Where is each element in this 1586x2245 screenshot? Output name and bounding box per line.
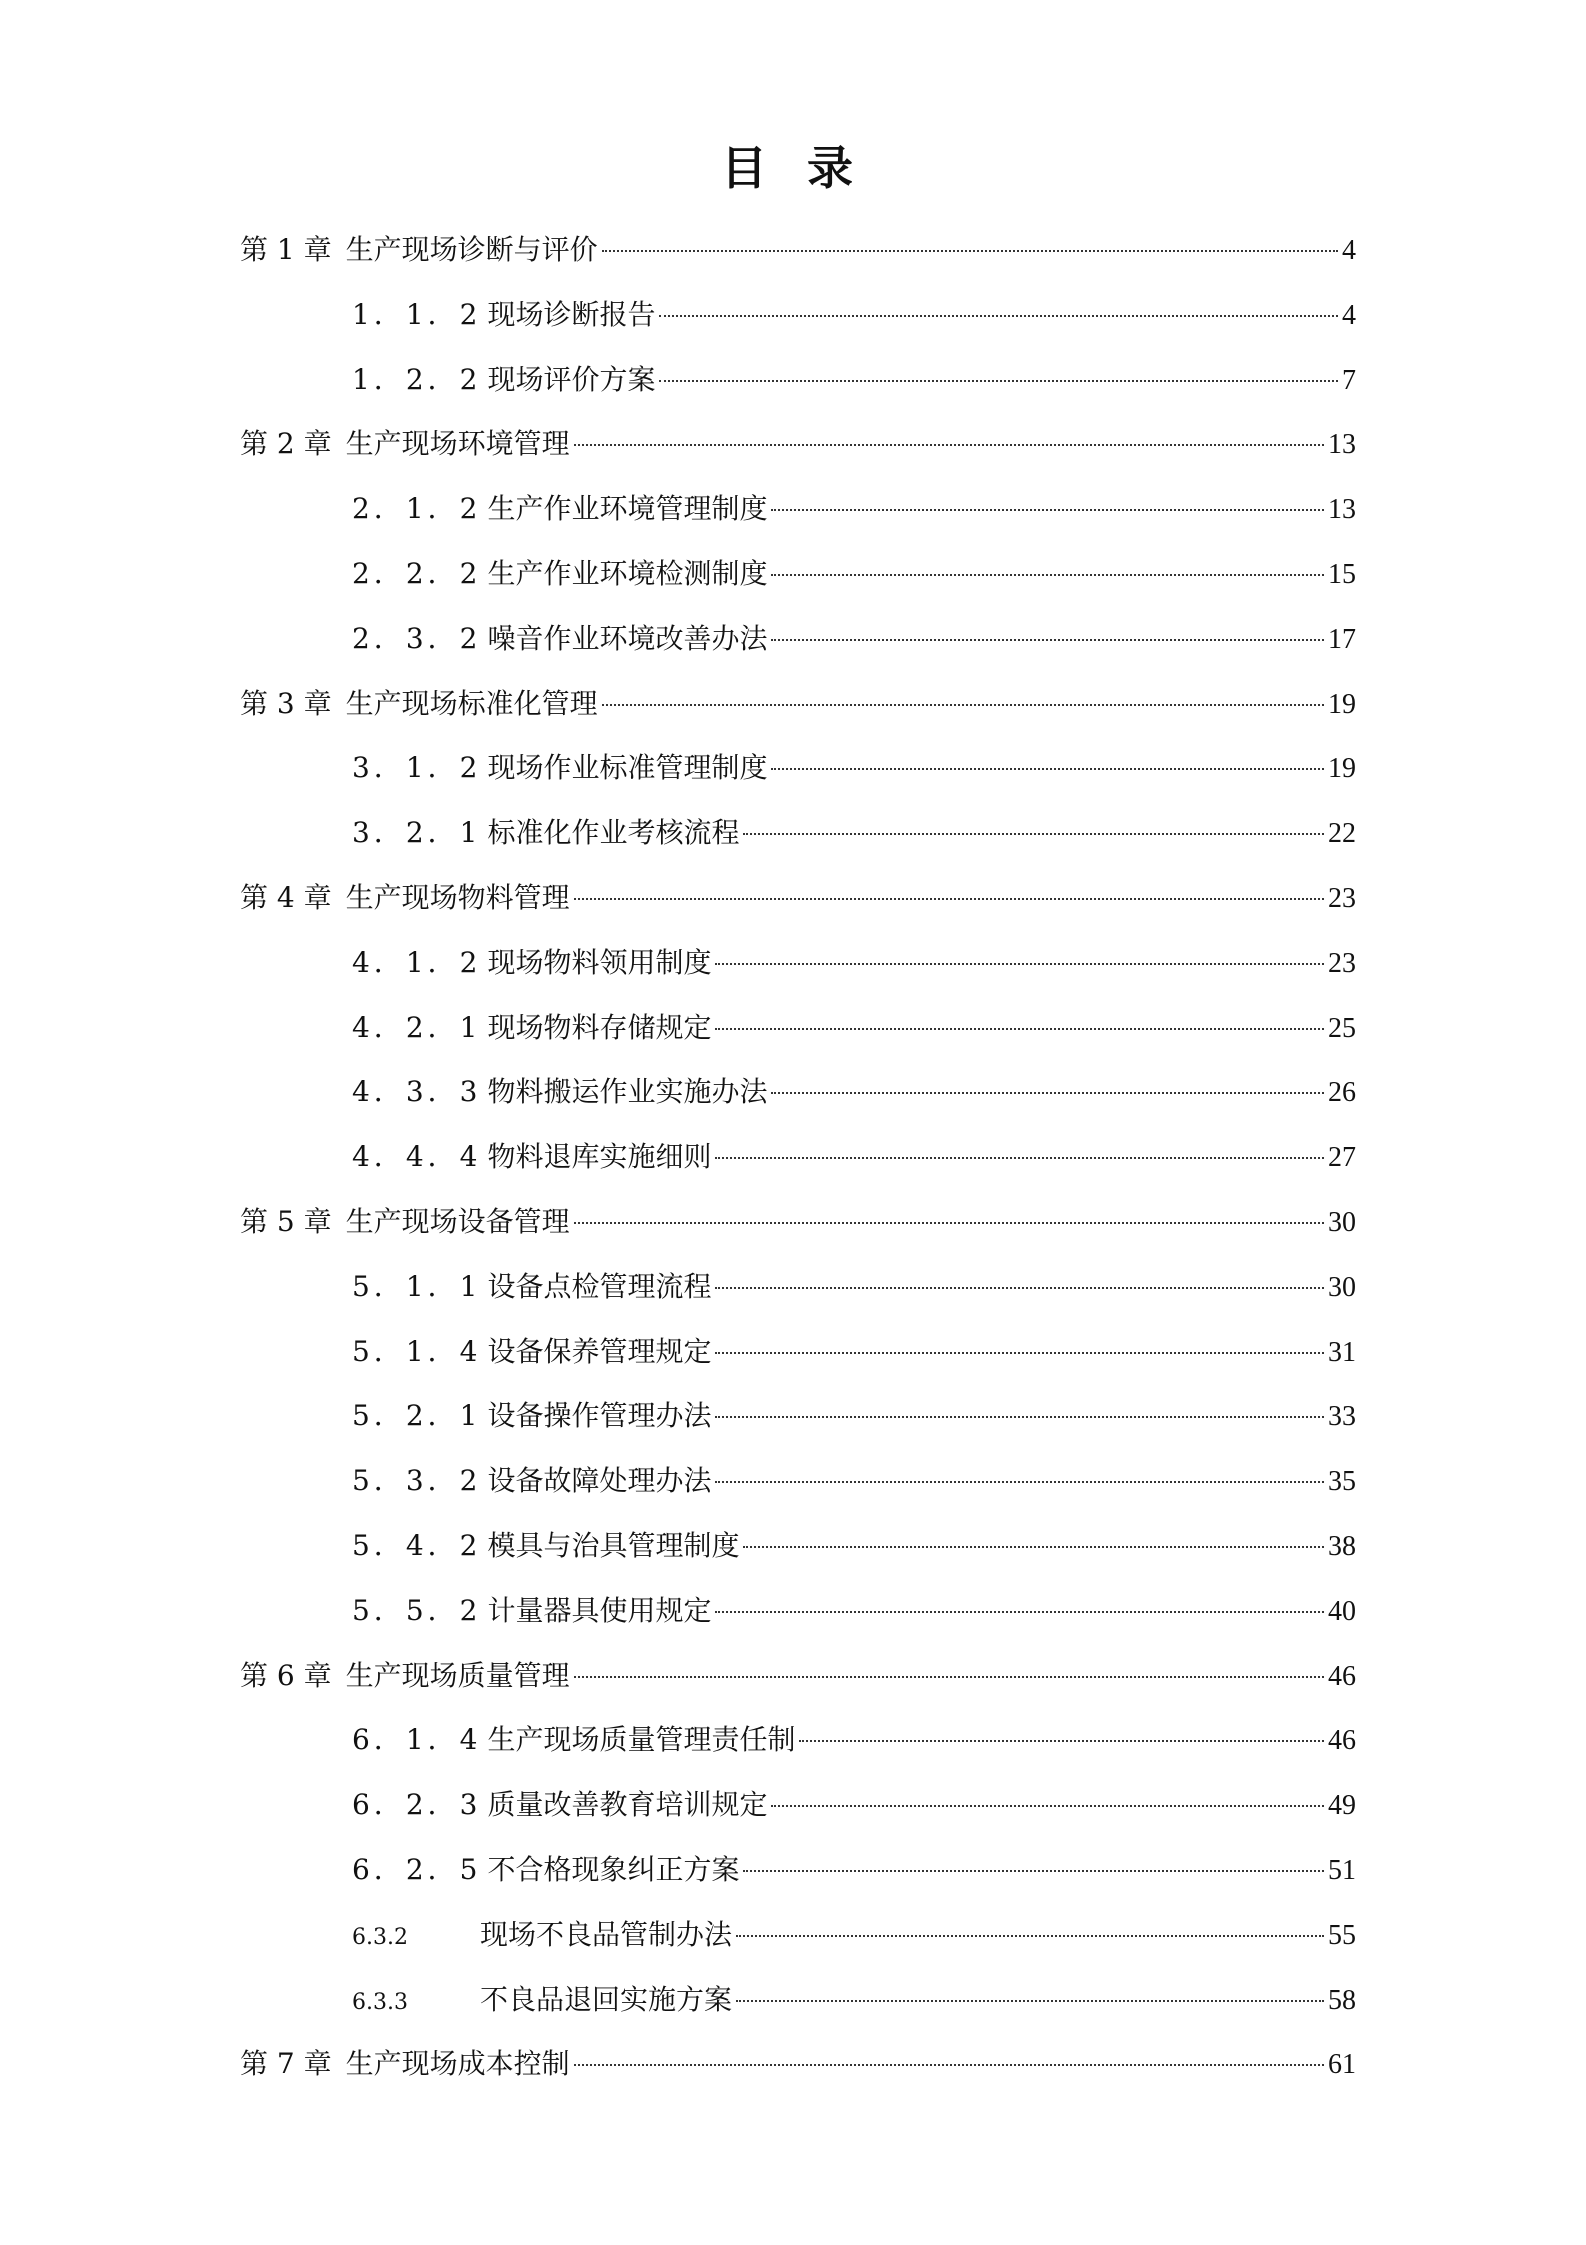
entry-title: 生产现场标准化管理 [345, 686, 598, 720]
dot-leader [715, 1352, 1324, 1354]
entry-number: 5．2．1 [352, 1399, 482, 1433]
dot-leader [771, 768, 1324, 770]
toc-section-entry[interactable] [240, 1320, 1356, 1385]
entry-page-number: 4 [1342, 235, 1356, 266]
entry-page-number: 25 [1328, 1012, 1356, 1044]
entry-page-number: 46 [1328, 1660, 1356, 1692]
dot-leader [715, 1481, 1324, 1483]
entry-number: 第 2 章 [240, 427, 332, 461]
toc-section-entry[interactable] [240, 542, 1356, 607]
dot-leader [715, 1416, 1324, 1418]
dot-leader [715, 963, 1324, 965]
dot-leader [771, 1092, 1324, 1094]
entry-number: 6．1．4 [352, 1723, 482, 1757]
toc-section-entry[interactable] [240, 1514, 1356, 1579]
entry-title: 模具与治具管理制度 [487, 1528, 740, 1562]
entry-page-number: 49 [1328, 1790, 1356, 1822]
entry-title: 噪音作业环境改善办法 [487, 621, 768, 655]
dot-leader [771, 639, 1324, 641]
entry-number: 6.3.2 [352, 1924, 408, 1950]
toc-section-entry[interactable] [240, 1838, 1356, 1903]
dot-leader [574, 2064, 1324, 2066]
dot-leader [771, 509, 1324, 511]
entry-title: 不良品退回实施方案 [480, 1982, 733, 2016]
entry-page-number: 55 [1328, 1919, 1356, 1951]
dot-leader [602, 250, 1338, 252]
dot-leader [715, 1028, 1324, 1030]
entry-page-number: 30 [1328, 1271, 1356, 1303]
dot-leader [736, 1935, 1324, 1937]
toc-chapter-entry[interactable] [240, 412, 1356, 477]
dot-leader [771, 1805, 1324, 1807]
dot-leader [574, 1222, 1324, 1224]
toc-section-entry[interactable] [240, 1968, 1356, 2033]
entry-number: 2．3．2 [352, 621, 482, 655]
entry-page-number: 35 [1328, 1466, 1356, 1498]
dot-leader [715, 1287, 1324, 1289]
toc-chapter-entry[interactable] [240, 1644, 1356, 1709]
toc-section-entry[interactable] [240, 1708, 1356, 1773]
entry-number: 4．4．4 [352, 1140, 482, 1174]
dot-leader [771, 574, 1324, 576]
entry-page-number: 19 [1328, 753, 1356, 785]
entry-number: 5．4．2 [352, 1528, 482, 1562]
toc-section-entry[interactable] [240, 1903, 1356, 1968]
entry-title: 现场物料存储规定 [487, 1010, 712, 1044]
dot-leader [602, 704, 1324, 706]
toc-section-entry[interactable] [240, 931, 1356, 996]
dot-leader [799, 1740, 1324, 1742]
entry-title: 生产现场质量管理责任制 [487, 1723, 796, 1757]
toc-section-entry[interactable] [240, 283, 1356, 348]
entry-title: 标准化作业考核流程 [487, 816, 740, 850]
toc-chapter-entry[interactable] [240, 866, 1356, 931]
entry-page-number: 31 [1328, 1336, 1356, 1368]
dot-leader [736, 2000, 1324, 2002]
entry-title: 物料退库实施细则 [487, 1140, 712, 1174]
entry-page-number: 26 [1328, 1077, 1356, 1109]
dot-leader [574, 1676, 1324, 1678]
entry-title: 不合格现象纠正方案 [487, 1852, 740, 1886]
toc-section-entry[interactable] [240, 736, 1356, 801]
entry-page-number: 19 [1328, 688, 1356, 720]
entry-number: 4．1．2 [352, 945, 482, 979]
toc-chapter-entry[interactable] [240, 2032, 1356, 2097]
entry-title: 质量改善教育培训规定 [487, 1788, 768, 1822]
entry-title: 生产现场成本控制 [345, 2047, 570, 2081]
entry-page-number: 13 [1328, 429, 1356, 461]
entry-title: 生产现场环境管理 [345, 427, 570, 461]
toc-section-entry[interactable] [240, 477, 1356, 542]
entry-page-number: 4 [1342, 299, 1356, 331]
entry-title: 现场物料领用制度 [487, 945, 712, 979]
entry-title: 生产现场诊断与评价 [345, 233, 598, 266]
toc-section-entry[interactable] [240, 1060, 1356, 1125]
entry-page-number: 23 [1328, 882, 1356, 914]
toc-section-entry[interactable] [240, 1579, 1356, 1644]
entry-number: 4．2．1 [352, 1010, 482, 1044]
dot-leader [574, 444, 1324, 446]
entry-page-number: 33 [1328, 1401, 1356, 1433]
entry-title: 现场作业标准管理制度 [487, 751, 768, 785]
dot-leader [743, 833, 1324, 835]
entry-page-number: 13 [1328, 494, 1356, 526]
entry-number: 2．1．2 [352, 492, 482, 526]
entry-page-number: 40 [1328, 1595, 1356, 1627]
entry-page-number: 23 [1328, 947, 1356, 979]
toc-section-entry[interactable] [240, 801, 1356, 866]
entry-title: 生产作业环境检测制度 [487, 556, 768, 590]
entry-title: 设备操作管理办法 [487, 1399, 712, 1433]
entry-number: 第 1 章 [240, 233, 332, 266]
entry-page-number: 61 [1328, 2049, 1356, 2081]
entry-number: 第 5 章 [240, 1204, 332, 1238]
entry-title: 生产现场质量管理 [345, 1658, 570, 1692]
entry-number: 第 6 章 [240, 1658, 332, 1692]
dot-leader [715, 1157, 1324, 1159]
entry-number: 6．2．5 [352, 1852, 482, 1886]
entry-page-number: 27 [1328, 1142, 1356, 1174]
entry-page-number: 17 [1328, 623, 1356, 655]
entry-page-number: 51 [1328, 1854, 1356, 1886]
entry-title: 物料搬运作业实施办法 [487, 1075, 768, 1109]
entry-title: 计量器具使用规定 [487, 1593, 712, 1627]
entry-page-number: 30 [1328, 1206, 1356, 1238]
entry-number: 3．1．2 [352, 751, 482, 785]
entry-number: 6．2．3 [352, 1788, 482, 1822]
entry-title: 生产作业环境管理制度 [487, 492, 768, 526]
entry-page-number: 15 [1328, 558, 1356, 590]
toc-section-entry[interactable] [240, 996, 1356, 1061]
entry-number: 5．1．1 [352, 1269, 482, 1303]
toc-section-entry[interactable] [240, 1255, 1356, 1320]
entry-number: 第 3 章 [240, 686, 332, 720]
toc-section-entry[interactable] [240, 1384, 1356, 1449]
dot-leader [743, 1546, 1324, 1548]
entry-title: 生产现场设备管理 [345, 1204, 570, 1238]
entry-number: 5．3．2 [352, 1464, 482, 1498]
toc-chapter-entry[interactable] [240, 672, 1356, 737]
entry-number: 3．2．1 [352, 816, 482, 850]
entry-page-number: 22 [1328, 818, 1356, 850]
entry-title: 现场评价方案 [487, 362, 656, 396]
entry-page-number: 7 [1342, 364, 1356, 396]
toc-chapter-entry[interactable] [240, 218, 1356, 283]
entry-title: 现场不良品管制办法 [480, 1917, 733, 1951]
toc-title: 目 录 [720, 141, 865, 195]
dot-leader [715, 1611, 1324, 1613]
entry-number: 1．2．2 [352, 362, 482, 396]
entry-page-number: 46 [1328, 1725, 1356, 1757]
toc-chapter-entry[interactable] [240, 1190, 1356, 1255]
entry-title: 设备保养管理规定 [487, 1334, 712, 1368]
entry-number: 1．1．2 [352, 297, 482, 331]
entry-title: 生产现场物料管理 [345, 880, 570, 914]
entry-title: 现场诊断报告 [487, 297, 656, 331]
toc-section-entry[interactable] [240, 607, 1356, 672]
toc-section-entry[interactable] [240, 1773, 1356, 1838]
dot-leader [659, 380, 1338, 382]
entry-number: 5．5．2 [352, 1593, 482, 1627]
toc-list [240, 218, 1356, 2097]
dot-leader [574, 898, 1324, 900]
dot-leader [743, 1870, 1324, 1872]
toc-section-entry[interactable] [240, 1125, 1356, 1190]
entry-title: 设备故障处理办法 [487, 1464, 712, 1498]
entry-number: 5．1．4 [352, 1334, 482, 1368]
toc-section-entry[interactable] [240, 348, 1356, 413]
entry-title: 设备点检管理流程 [487, 1269, 712, 1303]
entry-number: 4．3．3 [352, 1075, 482, 1109]
entry-number: 第 4 章 [240, 880, 332, 914]
entry-number: 第 7 章 [240, 2047, 332, 2081]
entry-page-number: 38 [1328, 1530, 1356, 1562]
dot-leader [659, 315, 1338, 317]
toc-section-entry[interactable] [240, 1449, 1356, 1514]
entry-page-number: 58 [1328, 1984, 1356, 2016]
entry-number: 6.3.3 [352, 1989, 408, 2015]
entry-number: 2．2．2 [352, 556, 482, 590]
